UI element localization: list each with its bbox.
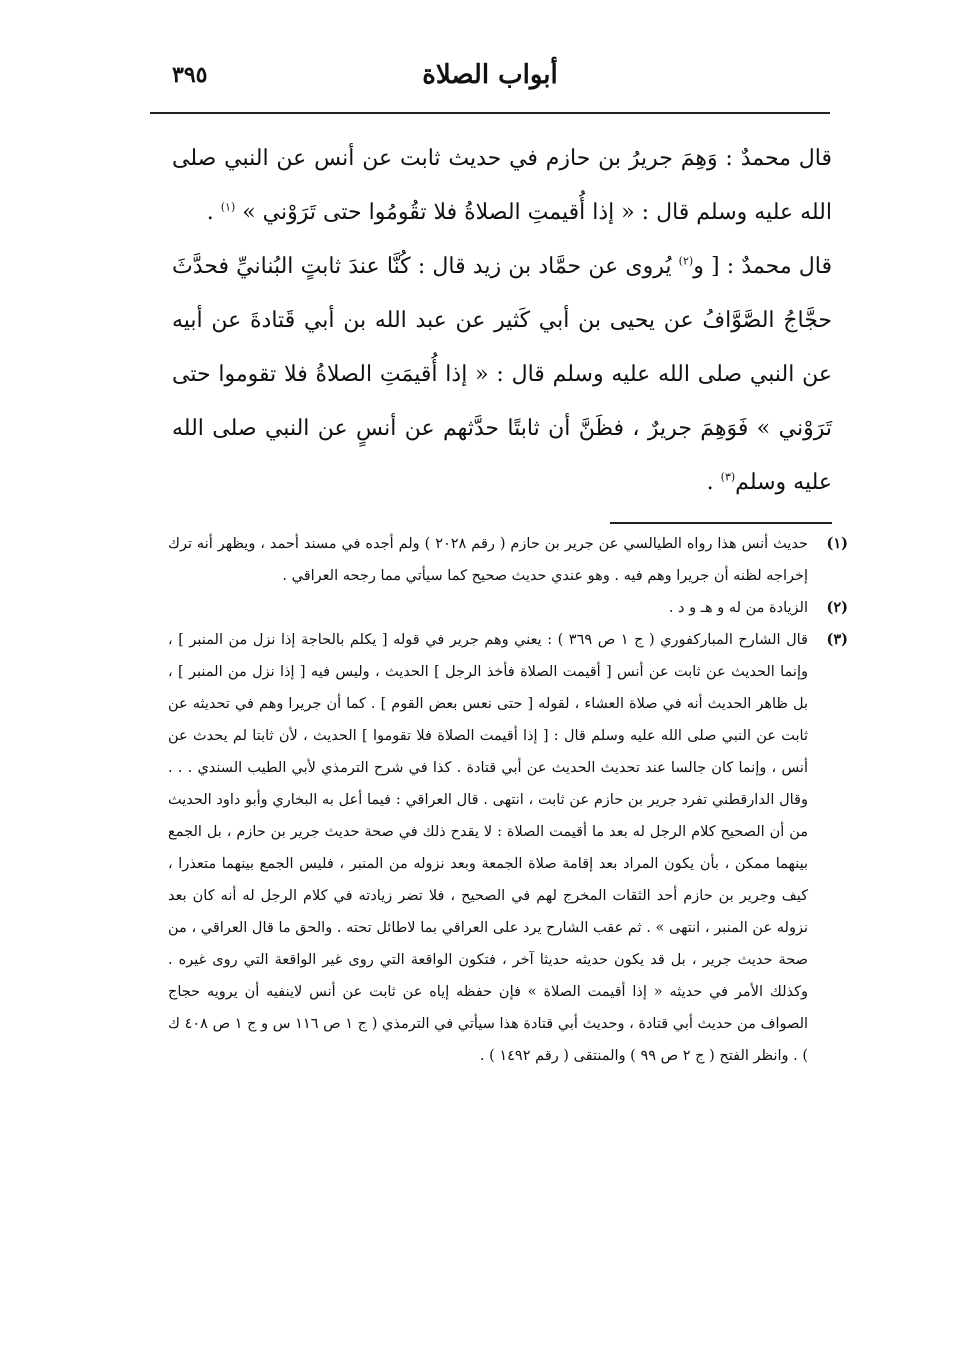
- footnote-text: الزيادة من له و هـ و د .: [668, 600, 808, 616]
- footnote-ref: (٢): [678, 254, 694, 268]
- main-paragraph: [172, 132, 832, 240]
- footnote-ref: (١): [220, 200, 236, 214]
- page-number: ٣٩٥: [172, 62, 208, 88]
- paragraph-text: يُروى عن حمَّاد بن زيد قال : كُنَّا عندَ ثابتٍ البُنانيِّ فحدَّثَ حجَّاجُ الصَّوَّافُ عن يحيى بن أبي كَثير عن عبد الله بن أبي قَتادةَ عن أبيه عن النبي صلى الله عليه وسلم قال : « إذا أُقيمَتِ الصلاةُ فلا تقوموا حتى تَرَوْني » فَوَهِمَ جريرٌ ، فظَنَّ أن ثابتًا حدَّثهم عن أنسٍ عن النبي صلى الله عليه وسلم: [172, 254, 832, 495]
- main-text: [172, 132, 832, 510]
- paragraph-end: .: [706, 470, 721, 495]
- footnote-item: [168, 528, 848, 592]
- footnote-divider: [610, 522, 832, 524]
- running-title: أبواب الصلاة: [422, 60, 558, 90]
- footnote-ref: (٣): [720, 470, 736, 484]
- main-paragraph: [172, 240, 832, 510]
- footnote-number: (٢): [826, 599, 848, 616]
- paragraph-text: قال محمدٌ : [ و: [693, 254, 832, 279]
- paragraph-end: .: [206, 200, 221, 225]
- footnote-number: (٣): [826, 631, 848, 648]
- footnote-text: قال الشارح المباركفوري ( ج ١ ص ٣٦٩ ) : يعني وهم جرير في قوله [ يكلم بالحاجة إذا نزل من المنبر ] ، وإنما الحديث عن ثابت عن أنس [ أقيمت الصلاة فأخذ الرجل ] الحديث ، وليس فيه [ إذا نزل من المنبر ] ، بل ظاهر الحديث أنه في صلاة العشاء ، لقوله [ حتى نعس بعض القوم ] . كما أن جريرا وهم في تحديثه عن ثابت عن النبي صلى الله عليه وسلم قال : [ إذا أقيمت الصلاة فلا تقوموا ] الحديث ، لأن ثابتا لم يحدث عن أنس ، وإنما كان جالسا عند تحديث الحديث عن أبي قتادة . كذا في شرح الترمذي لأبي الطيب السندي . . . وقال الدارقطني تفرد جرير بن حازم عن ثابت ، انتهى . قال العراقي : فيما أعل به البخاري وأبو داود الحديث من أن الصحيح كلام الرجل له بعد ما أقيمت الصلاة : لا يقدح ذلك في صحة حديث جرير بن حازم ، بل الجمع بينهما ممكن ، بأن يكون المراد بعد إقامة صلاة الجمعة وبعد نزوله من المنبر ، فليس الجمع بينهما متعذرا ، كيف وجرير بن حازم أحد الثقات المخرج لهم في الصحيح ، فلا تضر زيادته في كلام الرجل له أنه كان بعد نزوله عن المنبر ، انتهى » . ثم عقب الشارح يرد على العراقي بما لاطائل تحته . والحق ما قال العراقي ، من صحة حديث جرير ، بل قد يكون حديثه حديثا آخر ، فتكون الواقعة التي روى غير الواقعة التي روى غيره . وكذلك الأمر في حديثه « إذا أقيمت الصلاة » فإن حفظه إياه عن ثابت عن أنس لاينفيه أن يرويه حجاج الصواف من حديث أبي قتادة ، وحديث أبي قتادة هذا سيأتي في الترمذي ( ج ١ ص ١١٦ س و ج ١ ص ٤٠٨ ك ) . وانظر الفتح ( ج ٢ ص ٩٩ ) والمنتقى ( رقم ١٤٩٢ ) .: [168, 632, 809, 1064]
- footnotes: [168, 528, 848, 1072]
- footnote-text: حديث أنس هذا رواه الطيالسي عن جرير بن حازم ( رقم ٢٠٢٨ ) ولم أجده في مسند أحمد ، ويظهر أنه ترك إخراجه لظنه أن جريرا وهم فيه . وهو عندي حديث صحيح كما سيأتي مما رجحه العراقي .: [168, 536, 808, 584]
- footnote-number: (١): [826, 535, 848, 552]
- paragraph-text: قال محمدٌ : وَهِمَ جريرُ بن حازم في حديث ثابت عن أنس عن النبي صلى الله عليه وسلم قال : « إذا أُقيمتِ الصلاةُ فلا تقُومُوا حتى تَرَوْني »: [172, 146, 832, 225]
- footnote-item: [168, 592, 848, 624]
- page-header: [150, 52, 830, 100]
- header-divider: [150, 112, 830, 114]
- footnote-item: [168, 624, 848, 1072]
